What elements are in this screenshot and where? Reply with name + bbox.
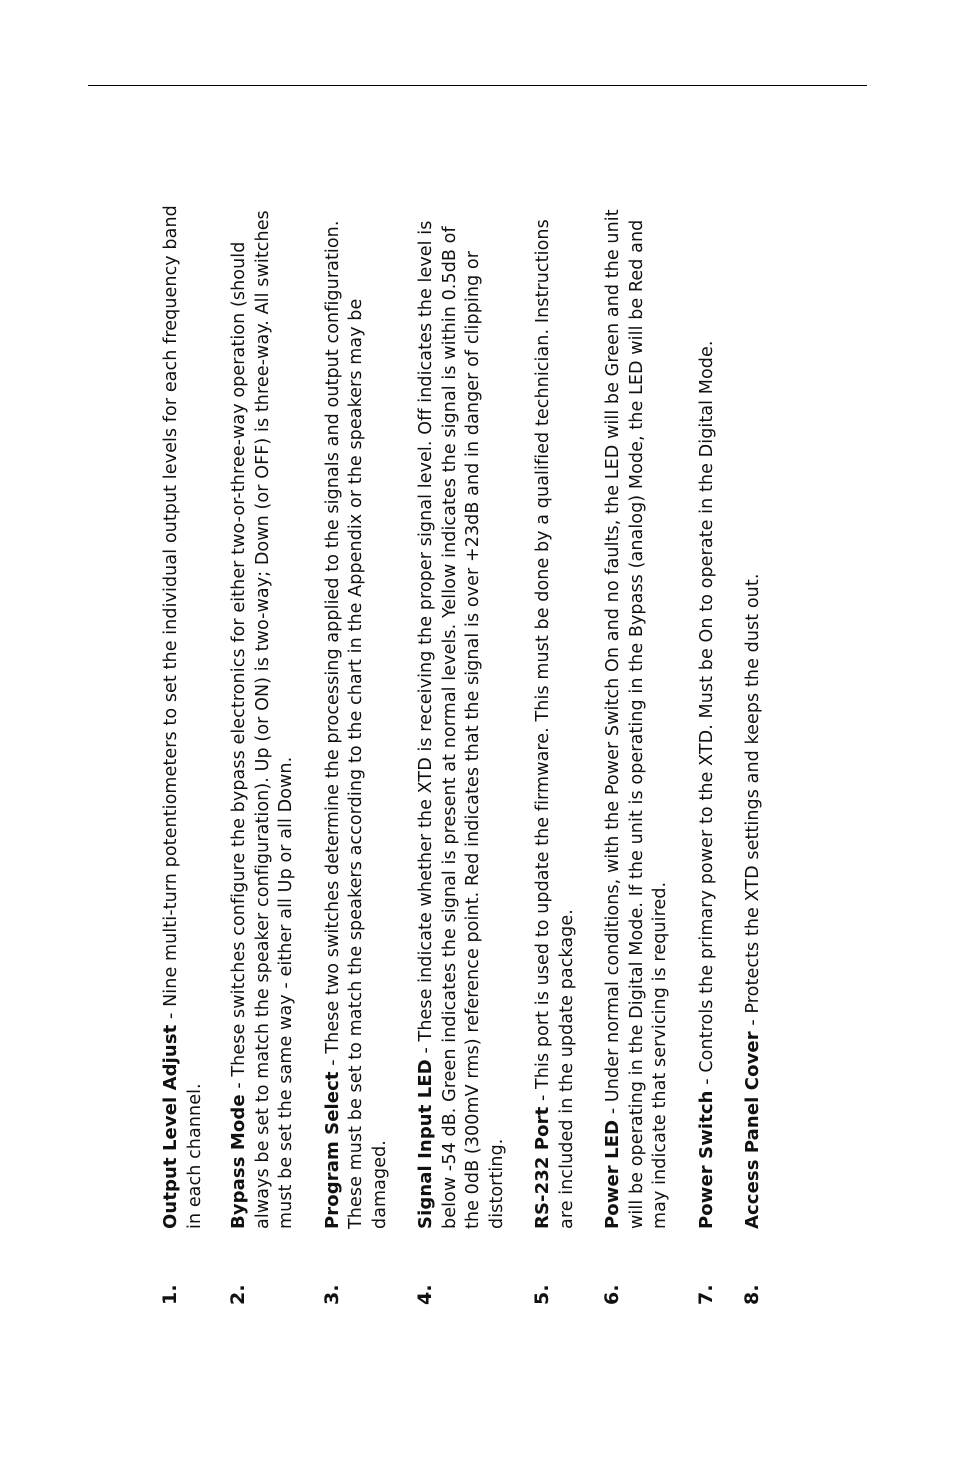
item-body	[695, 205, 720, 1229]
item-number: 8.	[741, 1284, 763, 1305]
item-term: Power LED	[602, 1119, 623, 1229]
list-item	[159, 205, 207, 1305]
item-description: - These switches configure the bypass electronics for either two-or-three-way operation (should always be set to match the speaker configuration). Up (or ON) is two-way; Down (or OFF) is three-way. All switches must be set the same way - either all Up or all Down.	[229, 210, 296, 1229]
top-rule	[88, 85, 867, 86]
list-item	[321, 205, 393, 1305]
list-item	[695, 205, 720, 1305]
item-body	[601, 205, 673, 1229]
item-term: Signal Input LED	[415, 1059, 436, 1229]
list-item	[741, 205, 766, 1305]
item-term: Power Switch	[695, 1090, 717, 1229]
item-description: - This port is used to update the firmware. This must be done by a qualified technician. Instructions are included in the update package.	[533, 219, 577, 1229]
item-number: 1.	[159, 1284, 181, 1305]
list-item	[601, 205, 673, 1305]
item-number: 2.	[227, 1284, 249, 1305]
item-number: 4.	[414, 1284, 436, 1305]
item-number: 6.	[601, 1284, 623, 1305]
item-body	[159, 205, 207, 1229]
item-description: - Controls the primary power to the XTD. Must be On to operate in the Digital Mode.	[696, 340, 717, 1091]
item-description: - These two switches determine the processing applied to the signals and output configuration. These must be set to match the speakers according to the chart in the Appendix or the speakers may be damaged.	[322, 220, 390, 1229]
item-body	[321, 205, 393, 1229]
list-item	[227, 205, 299, 1305]
control-descriptions-list	[159, 205, 766, 1305]
item-number: 7.	[694, 1284, 717, 1305]
item-body	[531, 205, 579, 1229]
item-body	[741, 205, 766, 1229]
item-number: 5.	[531, 1284, 553, 1305]
item-number: 3.	[320, 1284, 343, 1305]
item-body	[414, 205, 509, 1229]
item-term: Output Level Adjust	[160, 1024, 181, 1229]
item-description: - Under normal conditions, with the Power Switch On and no faults, the LED will be Green and the unit will be operating in the Digital Mode. If the unit is operating in the Bypass (analog) Mode, the LED will be Red and may indicate that servicing is required.	[603, 209, 670, 1229]
item-term: Access Panel Cover	[742, 1031, 763, 1229]
item-term: Bypass Mode	[228, 1094, 249, 1229]
item-description: - These indicate whether the XTD is receiving the proper signal level. Off indicates the level is below -54 dB. Green indicates the signal is present at normal levels. Yellow indicates the signal is within 0.5dB of the 0dB (300mV rms) reference point. Red indicates that the signal is over +23dB and in danger of clipping or distorting.	[416, 220, 507, 1229]
list-item	[531, 205, 579, 1305]
item-description: - Protects the XTD settings and keeps the dust out.	[743, 573, 763, 1032]
item-term: RS-232 Port	[532, 1106, 553, 1229]
item-term: Program Select	[321, 1071, 343, 1229]
rotated-content	[159, 205, 809, 1305]
list-item	[414, 205, 509, 1305]
item-body	[227, 205, 299, 1229]
item-description: - Nine multi-turn potentiometers to set the individual output levels for each frequency band in each channel.	[161, 205, 205, 1229]
